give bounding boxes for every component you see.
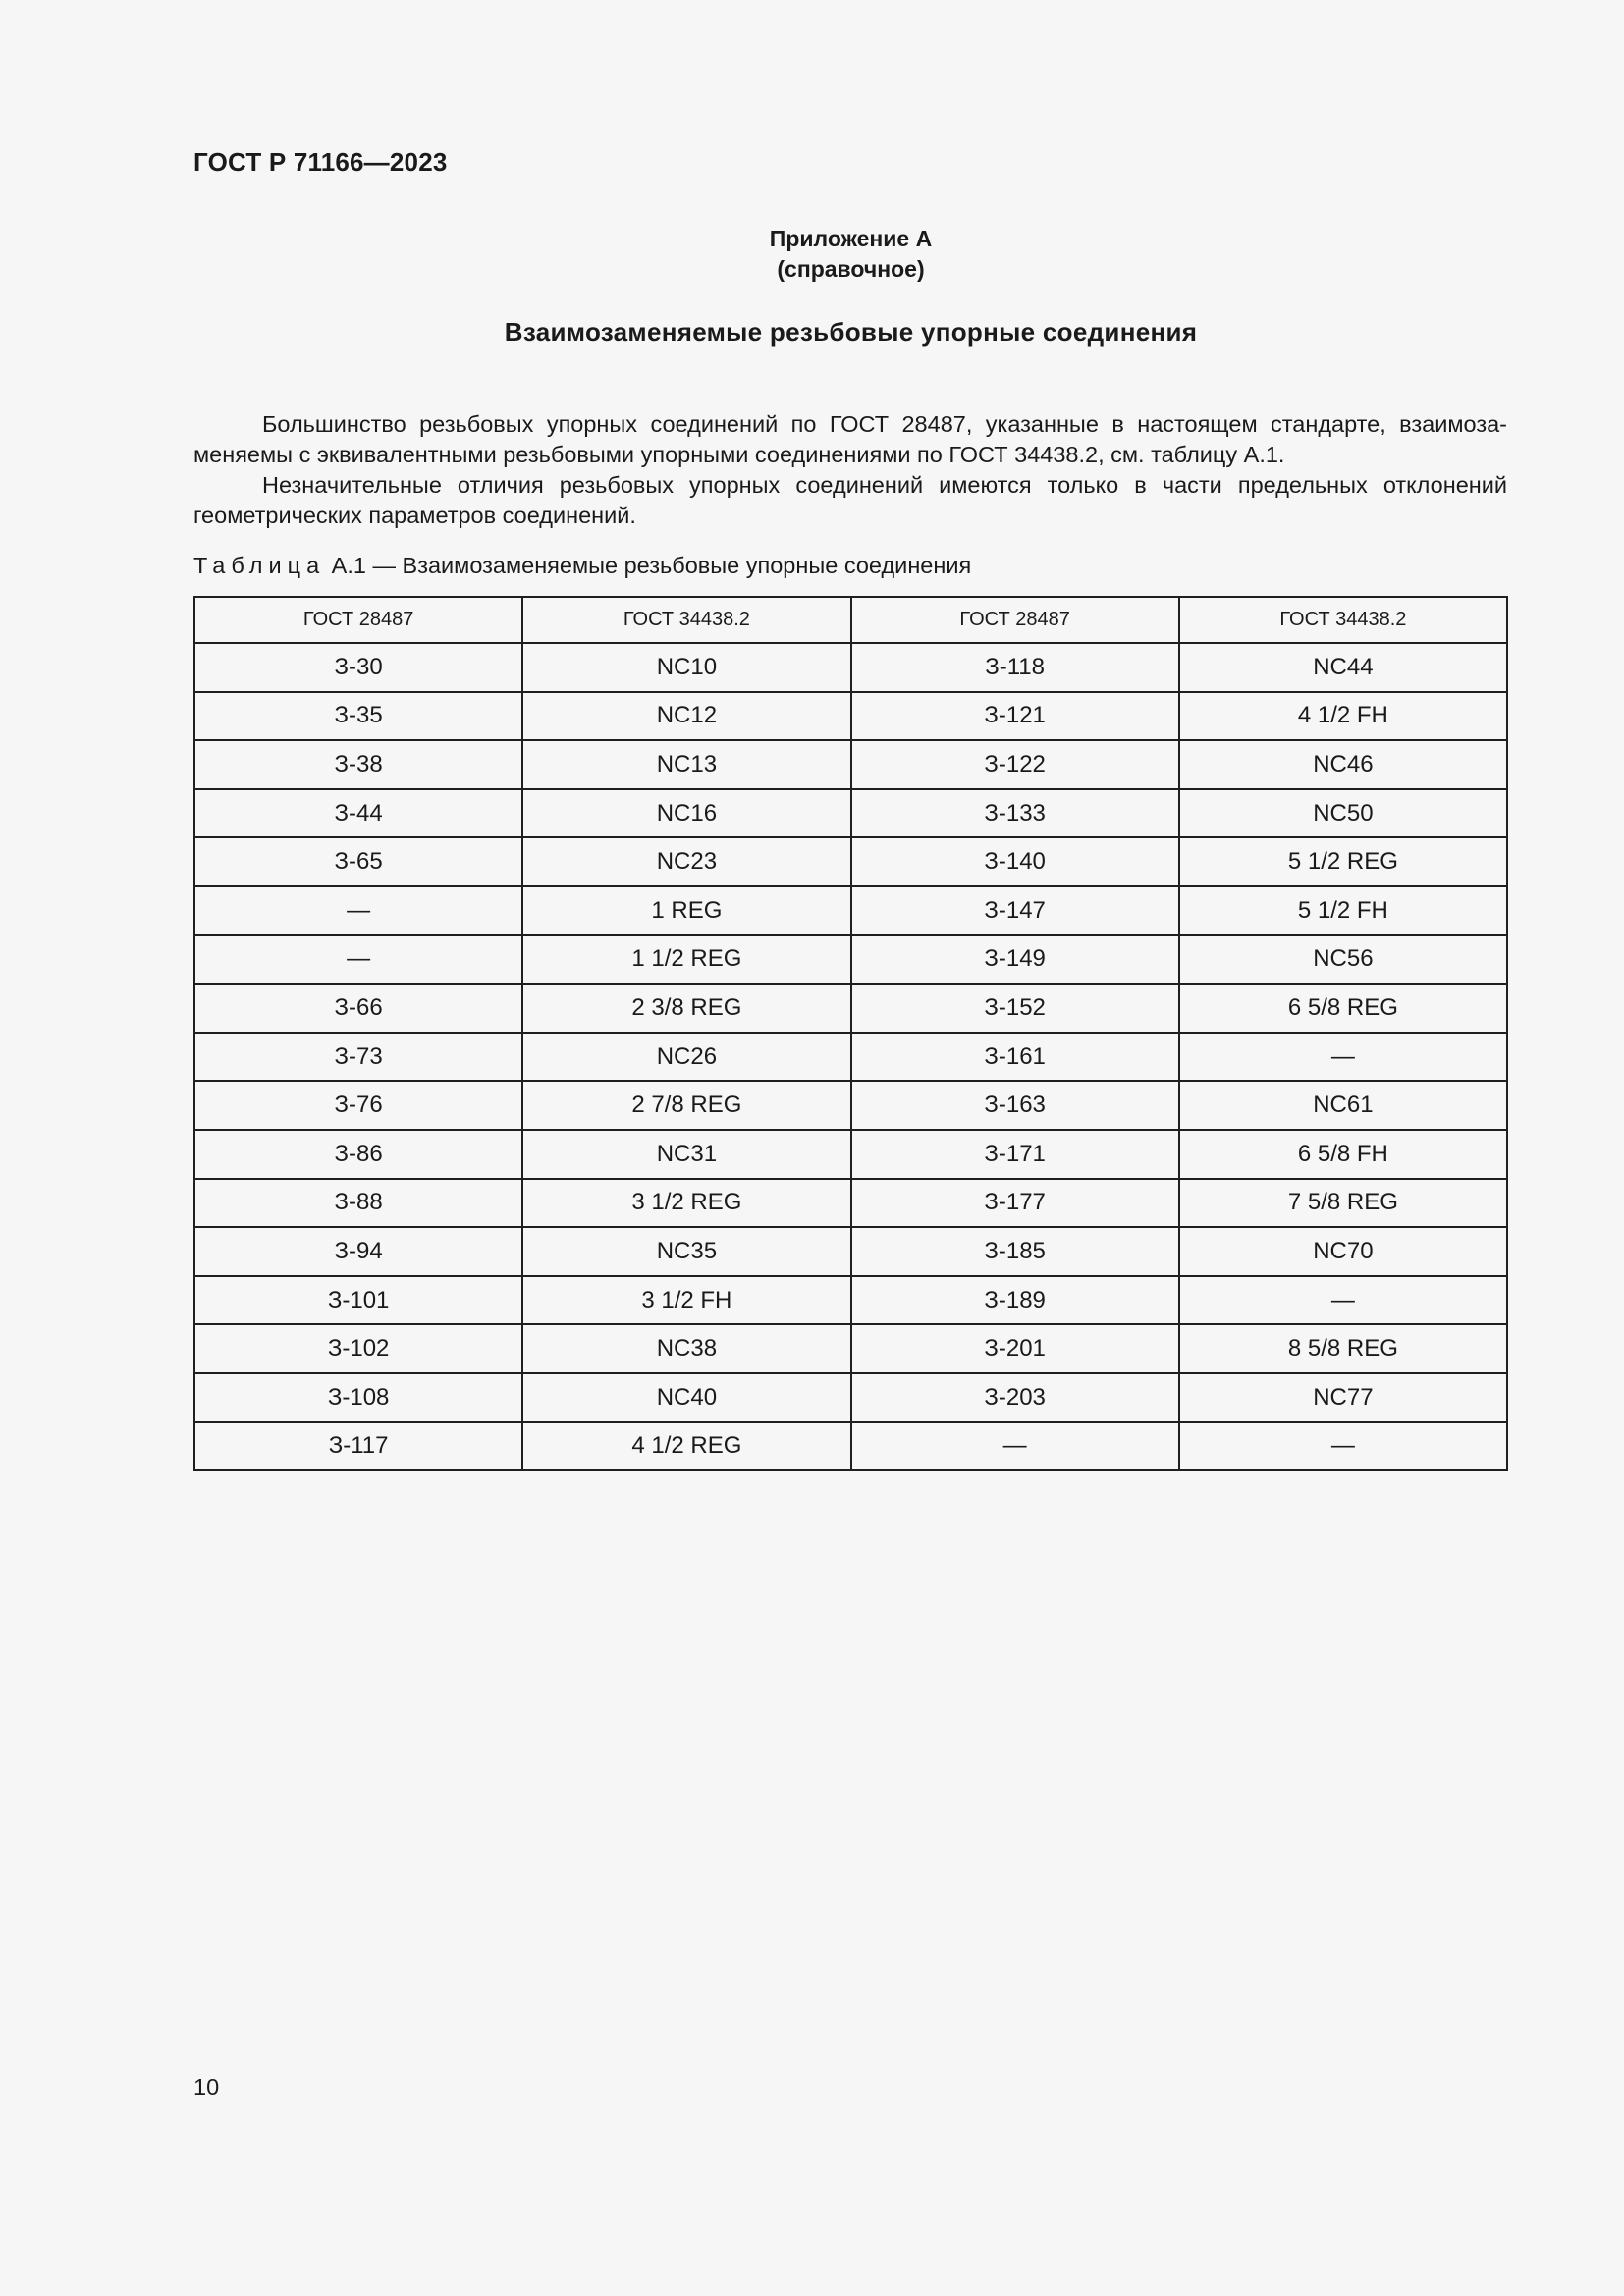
table-cell: NC31: [522, 1130, 850, 1179]
table-cell: З-86: [194, 1130, 522, 1179]
table-row: [194, 1033, 1507, 1082]
table-row: [194, 643, 1507, 692]
table-row: [194, 886, 1507, 935]
table-cell: 3 1/2 FH: [522, 1276, 850, 1325]
table-cell: З-122: [851, 740, 1179, 789]
table-cell: NC77: [1179, 1373, 1507, 1422]
table-row: [194, 740, 1507, 789]
table-cell: З-65: [194, 837, 522, 886]
appendix-subtitle: (справочное): [777, 256, 925, 282]
section-title: Взаимозаменяемые резьбовые упорные соединения: [504, 317, 1198, 347]
column-header: ГОСТ 28487: [851, 597, 1179, 643]
table-cell: NC46: [1179, 740, 1507, 789]
table-cell: З-152: [851, 984, 1179, 1033]
table-cell: З-108: [194, 1373, 522, 1422]
table-cell: З-38: [194, 740, 522, 789]
body-text: [193, 409, 1507, 531]
table-cell: З-35: [194, 692, 522, 741]
table-row: [194, 1324, 1507, 1373]
column-header: ГОСТ 28487: [194, 597, 522, 643]
table-cell: NC13: [522, 740, 850, 789]
table-cell: —: [1179, 1276, 1507, 1325]
table-cell: 6 5/8 REG: [1179, 984, 1507, 1033]
table-cell: NC23: [522, 837, 850, 886]
table-cell: —: [851, 1422, 1179, 1471]
table-cell: З-88: [194, 1179, 522, 1228]
table-cell: 1 1/2 REG: [522, 935, 850, 985]
table-cell: —: [1179, 1422, 1507, 1471]
paragraph: Большинство резьбовых упорных соединений по ГОСТ 28487, указанные в настоящем стандарте, взаимозаменяемы с эквивалентными резьбовыми упорными соединениями по ГОСТ 34438.2, см. таблицу А.1.: [193, 411, 1507, 467]
table-cell: З-133: [851, 789, 1179, 838]
table-cell: NC44: [1179, 643, 1507, 692]
table-caption-text: А.1 — Взаимозаменяемые резьбовые упорные соединения: [325, 553, 972, 578]
table-cell: 8 5/8 REG: [1179, 1324, 1507, 1373]
table-cell: З-44: [194, 789, 522, 838]
table-cell: NC38: [522, 1324, 850, 1373]
table-cell: NC50: [1179, 789, 1507, 838]
appendix-title: Приложение А: [769, 226, 933, 251]
table-cell: З-189: [851, 1276, 1179, 1325]
table-cell: З-94: [194, 1227, 522, 1276]
table-cell: NC70: [1179, 1227, 1507, 1276]
table-cell: З-73: [194, 1033, 522, 1082]
table-row: [194, 1227, 1507, 1276]
column-header: ГОСТ 34438.2: [522, 597, 850, 643]
table-cell: NC56: [1179, 935, 1507, 985]
table-row: [194, 837, 1507, 886]
table-cell: З-201: [851, 1324, 1179, 1373]
page-number: 10: [193, 2074, 220, 2100]
table-row: [194, 1373, 1507, 1422]
table-cell: NC10: [522, 643, 850, 692]
table-caption: [193, 553, 971, 579]
table-cell: 5 1/2 REG: [1179, 837, 1507, 886]
table-cell: NC16: [522, 789, 850, 838]
table-cell: 2 7/8 REG: [522, 1081, 850, 1130]
table-cell: З-101: [194, 1276, 522, 1325]
table-cell: 7 5/8 REG: [1179, 1179, 1507, 1228]
table-cell: З-118: [851, 643, 1179, 692]
appendix-heading: [0, 224, 1624, 285]
table-row: [194, 935, 1507, 985]
table-cell: З-117: [194, 1422, 522, 1471]
paragraph: Незначительные отличия резьбовых упорных соединений имеются только в части предельных отклонений геометрических параметров соединений.: [193, 472, 1507, 528]
table-cell: З-161: [851, 1033, 1179, 1082]
table-row: [194, 984, 1507, 1033]
table-cell: NC35: [522, 1227, 850, 1276]
table-cell: NC26: [522, 1033, 850, 1082]
table-header-row: [194, 597, 1507, 643]
table-caption-label: Таблица: [193, 553, 326, 578]
table-cell: З-147: [851, 886, 1179, 935]
table-row: [194, 1276, 1507, 1325]
table-row: [194, 1081, 1507, 1130]
table-cell: З-121: [851, 692, 1179, 741]
table-body: [194, 643, 1507, 1470]
table-cell: З-177: [851, 1179, 1179, 1228]
table-cell: З-171: [851, 1130, 1179, 1179]
table-row: [194, 789, 1507, 838]
table-cell: 6 5/8 FH: [1179, 1130, 1507, 1179]
table-cell: NC40: [522, 1373, 850, 1422]
table-cell: З-203: [851, 1373, 1179, 1422]
table-cell: 5 1/2 FH: [1179, 886, 1507, 935]
table-cell: 1 REG: [522, 886, 850, 935]
table-cell: 3 1/2 REG: [522, 1179, 850, 1228]
table-cell: —: [1179, 1033, 1507, 1082]
table-cell: —: [194, 935, 522, 985]
column-header: ГОСТ 34438.2: [1179, 597, 1507, 643]
document-code: ГОСТ Р 71166—2023: [193, 147, 448, 177]
table-cell: NC61: [1179, 1081, 1507, 1130]
table-cell: NC12: [522, 692, 850, 741]
table-cell: З-30: [194, 643, 522, 692]
table-cell: З-102: [194, 1324, 522, 1373]
table-row: [194, 1422, 1507, 1471]
table-cell: 4 1/2 REG: [522, 1422, 850, 1471]
table-cell: 4 1/2 FH: [1179, 692, 1507, 741]
table-cell: 2 3/8 REG: [522, 984, 850, 1033]
table-cell: З-76: [194, 1081, 522, 1130]
table-cell: З-163: [851, 1081, 1179, 1130]
table-cell: З-149: [851, 935, 1179, 985]
table-cell: —: [194, 886, 522, 935]
table-row: [194, 1130, 1507, 1179]
interchangeable-connections-table: [193, 596, 1508, 1471]
table-row: [194, 1179, 1507, 1228]
table-cell: З-140: [851, 837, 1179, 886]
table-row: [194, 692, 1507, 741]
table-cell: З-185: [851, 1227, 1179, 1276]
table-cell: З-66: [194, 984, 522, 1033]
